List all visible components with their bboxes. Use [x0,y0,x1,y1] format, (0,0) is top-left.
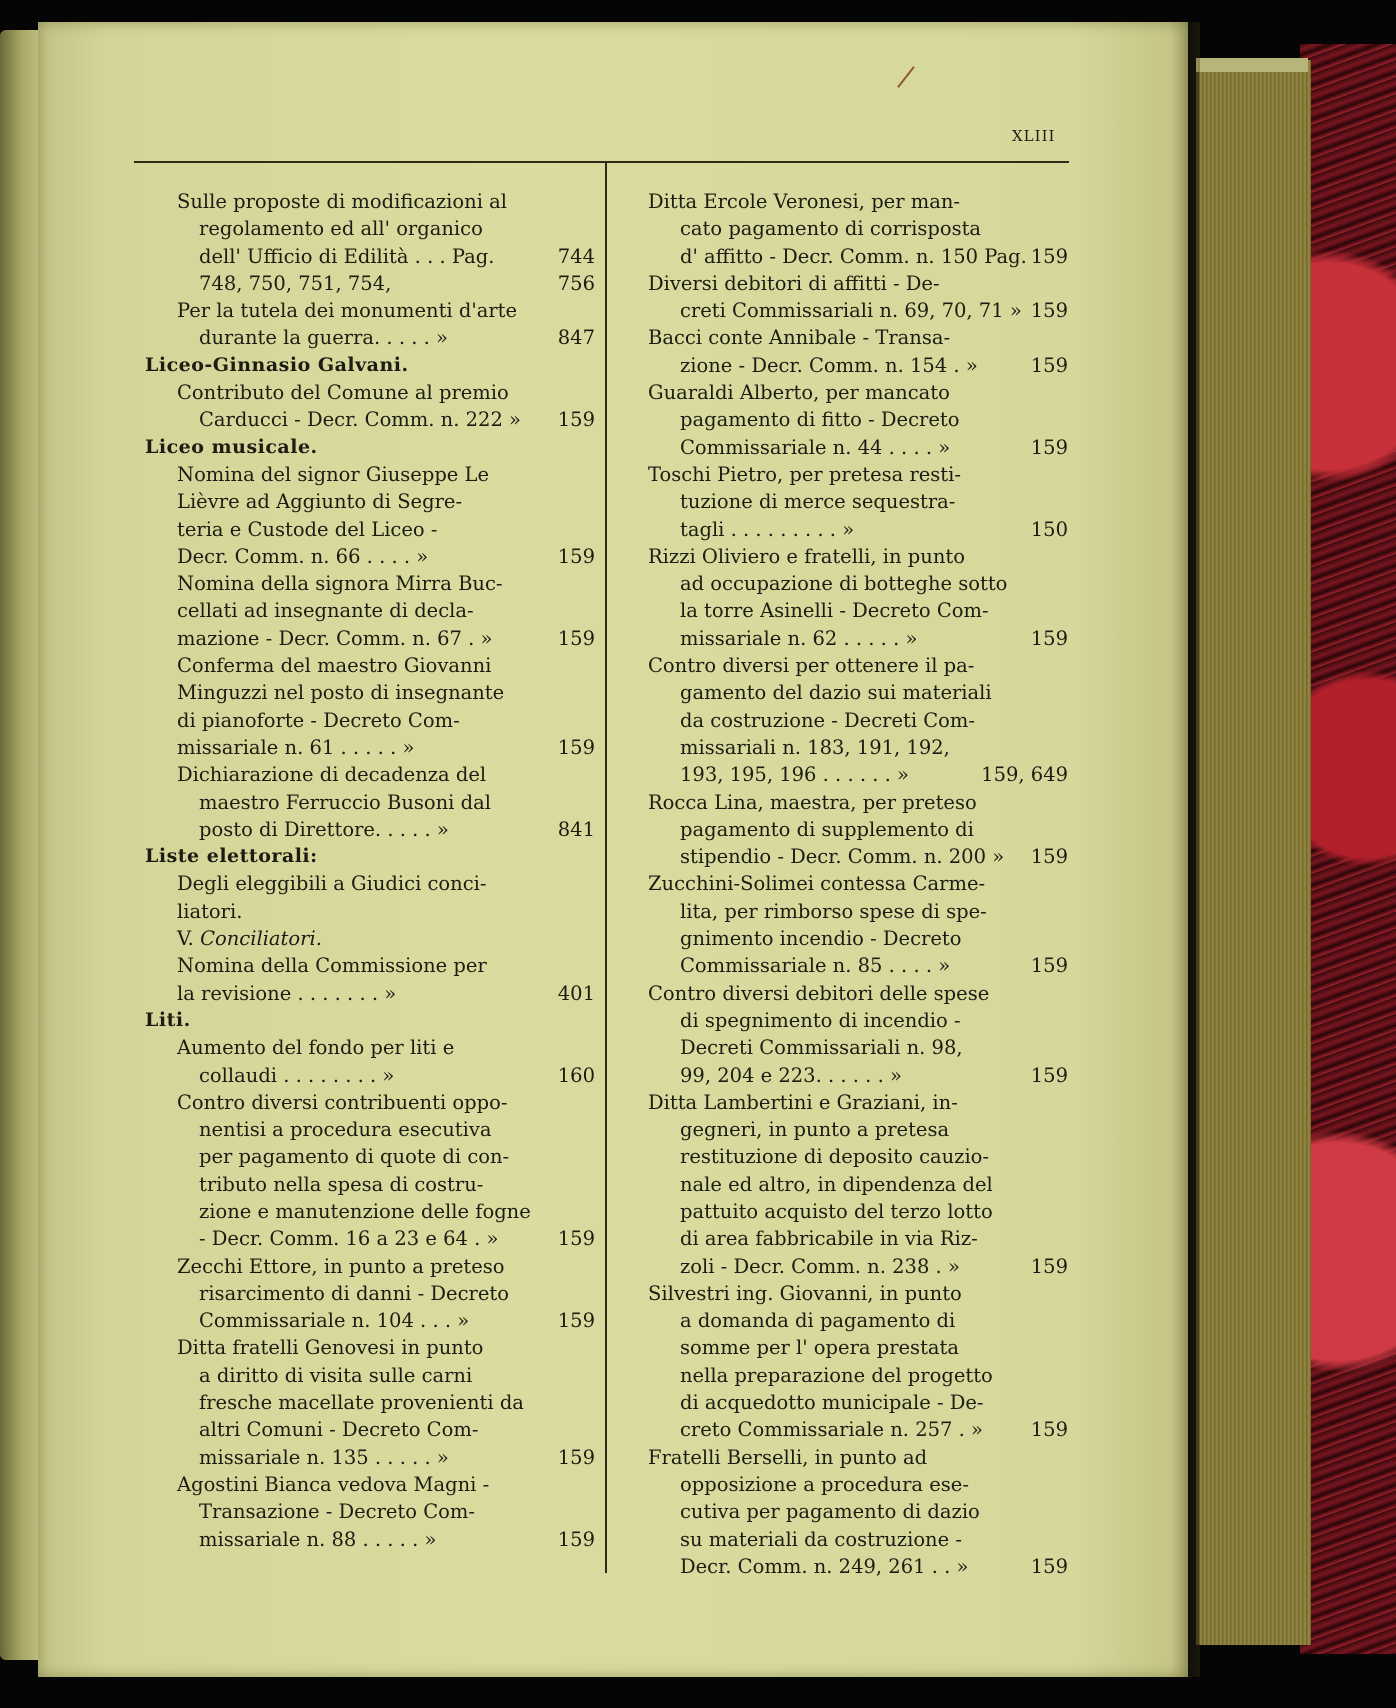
entry-text: risarcimento di danni - Decreto [199,1281,509,1305]
entry-text: opposizione a procedura ese- [680,1472,969,1496]
index-entry-line [145,1498,595,1525]
index-entry-line [648,898,1068,925]
index-entry-line [648,597,1068,624]
entry-text: a diritto di visita sulle carni [199,1363,473,1387]
page-reference: 160 [557,1063,595,1087]
entry-text: somme per l' opera prestata [680,1336,959,1360]
index-entry-line [145,243,595,270]
index-entry-line [648,1307,1068,1334]
index-entry-line [145,188,595,215]
index-entry-line [648,434,1068,461]
entry-text: liatori. [177,899,243,923]
page-reference: 847 [557,326,595,350]
entry-text: Nomina del signor Giuseppe Le [177,462,490,486]
page-reference: 159 [1030,244,1068,268]
index-heading [145,843,595,870]
entry-text: zione - Decr. Comm. n. 154 . » [680,353,978,377]
entry-text: fresche macellate provenienti da [199,1391,524,1415]
entry-text: di pianoforte - Decreto Com- [177,708,460,732]
index-entry-line [145,1116,595,1143]
entry-text: cellati ad insegnante di decla- [177,599,474,623]
index-entry-line [648,1225,1068,1252]
entry-text: missariali n. 183, 191, 192, [680,735,950,759]
index-entry-line [145,270,595,297]
page-reference: 159 [1030,1554,1068,1578]
entry-text: di area fabbricabile in via Riz- [680,1227,978,1251]
index-entry-line [145,379,595,406]
entry-text: su materiali da costruzione - [680,1527,962,1551]
entry-text: tributo nella spesa di costru- [199,1172,484,1196]
entry-text: di acquedotto municipale - De- [680,1391,984,1415]
page-reference: 159 [1030,435,1068,459]
entry-text: Decr. Comm. n. 249, 261 . . » [680,1554,969,1578]
index-entry-line [145,1089,595,1116]
index-entry-line [648,980,1068,1007]
index-entry-line [648,352,1068,379]
entry-text: Rizzi Oliviero e fratelli, in punto [648,544,965,568]
page-reference: 841 [557,817,595,841]
page-reference: 150 [1030,517,1068,541]
page-reference: 744 [557,244,595,268]
entry-text: nale ed altro, in dipendenza del [680,1172,993,1196]
index-entry-line [648,789,1068,816]
index-entry-line [145,816,595,843]
entry-text: 99, 204 e 223. . . . . . » [680,1063,902,1087]
entry-text: gnimento incendio - Decreto [680,927,962,951]
index-entry-line [145,1334,595,1361]
index-entry-line [648,1007,1068,1034]
entry-text: Commissariale n. 44 . . . . » [680,435,951,459]
entry-text: - Decr. Comm. 16 a 23 e 64 . » [199,1227,499,1251]
index-entry-line [145,215,595,242]
entry-text: Liceo-Ginnasio Galvani. [145,353,409,376]
entry-text: gegneri, in punto a pretesa [680,1118,950,1142]
index-entry-line [648,652,1068,679]
index-entry-line [145,1034,595,1061]
entry-text: Agostini Bianca vedova Magni - [177,1472,490,1496]
page-reference: 401 [557,981,595,1005]
book-cover [1300,44,1396,1654]
index-entry-line [648,1062,1068,1089]
entry-text: 193, 195, 196 . . . . . . » [680,763,909,787]
entry-text: Nomina della signora Mirra Buc- [177,572,503,596]
entry-text: mazione - Decr. Comm. n. 67 . » [177,626,493,650]
index-entry-line [648,679,1068,706]
entry-text: Liceo musicale. [145,435,318,458]
index-entry-line [648,461,1068,488]
entry-text: Aumento del fondo per liti e [177,1036,455,1060]
index-entry-line [648,1143,1068,1170]
index-entry-line [648,1116,1068,1143]
index-entry-line [648,1444,1068,1471]
page-reference: 159 [1030,626,1068,650]
index-entry-line [145,734,595,761]
entry-text: missariale n. 61 . . . . . » [177,735,415,759]
index-entry-line [648,1416,1068,1443]
index-heading [145,434,595,461]
index-heading [145,352,595,379]
page-edges [1196,60,1311,1645]
index-entry-line [648,1498,1068,1525]
index-entry-line [145,488,595,515]
index-entry-line [145,898,595,925]
entry-text: tuzione di merce sequestra- [680,490,956,514]
entry-text: Liste elettorali: [145,845,318,868]
index-entry-line [648,1171,1068,1198]
entry-text: Decr. Comm. n. 66 . . . . » [177,544,429,568]
index-entry-line [145,1171,595,1198]
entry-text: regolamento ed all' organico [199,217,483,241]
page-reference: 159 [1030,299,1068,323]
index-entry-line [648,1389,1068,1416]
entry-text: nentisi a procedura esecutiva [199,1118,492,1142]
index-entry-line [648,843,1068,870]
index-entry-line [648,952,1068,979]
page-reference: 159 [1030,1418,1068,1442]
entry-text: Contro diversi debitori delle spese [648,981,990,1005]
index-entry-line [648,1471,1068,1498]
index-entry-line [648,324,1068,351]
page-reference: 159 [1030,954,1068,978]
entry-text: Zucchini-Solimei contessa Carme- [648,872,986,896]
entry-text: zione e manutenzione delle fogne [199,1199,531,1223]
entry-text: zoli - Decr. Comm. n. 238 . » [680,1254,960,1278]
page-reference: 159 [1030,1063,1068,1087]
entry-text: Fratelli Berselli, in punto ad [648,1445,928,1469]
entry-text: Sulle proposte di modificazioni al [177,190,508,213]
index-entry-line [145,1526,595,1553]
index-entry-line [145,679,595,706]
index-entry-line [648,1553,1068,1580]
index-entry-line [145,980,595,1007]
index-entry-line [648,816,1068,843]
column-divider [605,163,607,1573]
index-entry-line [145,707,595,734]
entry-text: Ditta fratelli Genovesi in punto [177,1336,484,1360]
index-entry-line [145,952,595,979]
entry-text: cutiva per pagamento di dazio [680,1500,980,1524]
entry-text: la revisione . . . . . . . » [177,981,397,1005]
page-reference: 159 [557,1527,595,1551]
index-entry-line [648,1253,1068,1280]
entry-text: altri Comuni - Decreto Com- [199,1418,479,1442]
index-entry-line [648,215,1068,242]
entry-text: teria e Custode del Liceo - [177,517,438,541]
index-entry-line [648,270,1068,297]
entry-text: nella preparazione del progetto [680,1363,993,1387]
index-entry-line [145,761,595,788]
index-entry-line [145,543,595,570]
entry-text: Carducci - Decr. Comm. n. 222 » [199,408,521,432]
entry-text: Dichiarazione di decadenza del [177,763,487,787]
index-entry-line [145,789,595,816]
index-entry-line [648,379,1068,406]
entry-text: tagli . . . . . . . . . » [680,517,855,541]
index-entry-line [648,1280,1068,1307]
index-entry-line [648,488,1068,515]
index-entry-line [648,297,1068,324]
page-reference: 159 [1030,1254,1068,1278]
index-entry-line [145,652,595,679]
entry-text: maestro Ferruccio Busoni dal [199,790,491,814]
entry-text: Silvestri ing. Giovanni, in punto [648,1281,962,1305]
entry-text: restituzione di deposito cauzio- [680,1145,990,1169]
entry-text: Lièvre ad Aggiunto di Segre- [177,490,463,514]
entry-text: Liti. [145,1008,191,1031]
index-entry-line [648,188,1068,215]
index-entry-line [648,734,1068,761]
entry-text: V. Conciliatori. [177,927,322,951]
entry-text: missariale n. 88 . . . . . » [199,1527,437,1551]
index-entry-line [145,297,595,324]
header-rule [134,161,1069,163]
left-column [145,188,595,1553]
page-number: XLIII [1012,127,1056,145]
index-entry-line [648,1334,1068,1361]
entry-text: Commissariale n. 85 . . . . » [680,954,951,978]
entry-text: 748, 750, 751, 754, [199,271,392,295]
index-entry-line [145,324,595,351]
page-reference: 159, 649 [981,763,1068,787]
index-entry-line [648,406,1068,433]
entry-text: Conferma del maestro Giovanni [177,654,492,678]
entry-text: gamento del dazio sui materiali [680,681,992,705]
index-entry-line [145,870,595,897]
entry-text: ad occupazione di botteghe sotto [680,572,1008,596]
index-entry-line [145,625,595,652]
index-entry-line [145,1307,595,1334]
entry-text: pagamento di fitto - Decreto [680,408,960,432]
page-reference: 159 [557,1227,595,1251]
page-reference: 159 [1030,353,1068,377]
index-entry-line [145,570,595,597]
index-entry-line [648,543,1068,570]
index-entry-line [145,516,595,543]
entry-text: Degli eleggibili a Giudici conci- [177,872,487,896]
page-reference: 159 [557,735,595,759]
page-reference: 159 [557,544,595,568]
entry-text: cato pagamento di corrisposta [680,217,982,241]
index-entry-line [145,1389,595,1416]
entry-text: posto di Direttore. . . . . » [199,817,449,841]
entry-text: Bacci conte Annibale - Transa- [648,326,951,350]
entry-text: creto Commissariale n. 257 . » [680,1418,983,1442]
index-entry-line [648,761,1068,788]
index-entry-line [648,243,1068,270]
entry-text: missariale n. 135 . . . . . » [199,1445,449,1469]
page-reference: 159 [557,1445,595,1469]
index-entry-line [648,570,1068,597]
page-reference: 159 [557,408,595,432]
entry-text: di spegnimento di incendio - [680,1008,961,1032]
entry-text: Toschi Pietro, per pretesa resti- [648,462,961,486]
page-edges-top [1196,58,1308,72]
index-entry-line [145,597,595,624]
entry-text: Per la tutela dei monumenti d'arte [177,299,518,323]
index-entry-line [145,925,595,952]
index-entry-line [145,406,595,433]
entry-text: creti Commissariali n. 69, 70, 71 » [680,299,1022,323]
index-entry-line [648,516,1068,543]
index-entry-line [648,1198,1068,1225]
index-heading [145,1007,595,1034]
index-entry-line [648,625,1068,652]
index-entry-line [648,1526,1068,1553]
index-entry-line [648,870,1068,897]
index-entry-line [648,707,1068,734]
page-reference: 159 [1030,845,1068,869]
index-entry-line [145,1062,595,1089]
right-column [648,188,1068,1580]
entry-text: Zecchi Ettore, in punto a preteso [177,1254,505,1278]
index-entry-line [145,1471,595,1498]
page-reference: 159 [557,1309,595,1333]
entry-text: pagamento di supplemento di [680,817,974,841]
entry-text: collaudi . . . . . . . . » [199,1063,395,1087]
entry-text: Contro diversi per ottenere il pa- [648,654,975,678]
page-reference: 756 [557,271,595,295]
entry-text: d' affitto - Decr. Comm. n. 150 Pag. [680,244,1027,268]
index-entry-line [145,461,595,488]
entry-text: Transazione - Decreto Com- [199,1500,475,1524]
index-entry-line [145,1225,595,1252]
entry-text: missariale n. 62 . . . . . » [680,626,918,650]
entry-text: Guaraldi Alberto, per mancato [648,381,950,405]
entry-text: a domanda di pagamento di [680,1309,956,1333]
entry-text: Rocca Lina, maestra, per preteso [648,790,977,814]
entry-text: la torre Asinelli - Decreto Com- [680,599,989,623]
entry-text: Nomina della Commissione per [177,954,487,978]
index-entry-line [145,1280,595,1307]
index-entry-line [145,1444,595,1471]
entry-text: Minguzzi nel posto di insegnante [177,681,505,705]
entry-text: da costruzione - Decreti Com- [680,708,975,732]
index-entry-line [145,1253,595,1280]
entry-text: per pagamento di quote di con- [199,1145,510,1169]
entry-text: Ditta Ercole Veronesi, per man- [648,190,960,213]
entry-text: pattuito acquisto del terzo lotto [680,1199,993,1223]
entry-text: Diversi debitori di affitti - De- [648,271,940,295]
entry-text: Contro diversi contribuenti oppo- [177,1090,508,1114]
entry-text: Commissariale n. 104 . . . » [199,1309,470,1333]
index-entry-line [648,1362,1068,1389]
index-entry-line [648,925,1068,952]
entry-text: durante la guerra. . . . . » [199,326,448,350]
entry-text: dell' Ufficio di Edilità . . . Pag. [199,244,495,268]
entry-text: stipendio - Decr. Comm. n. 200 » [680,845,1005,869]
index-entry-line [145,1416,595,1443]
entry-text: Decreti Commissariali n. 98, [680,1036,963,1060]
index-entry-line [145,1143,595,1170]
entry-text: Contributo del Comune al premio [177,381,509,405]
entry-text: lita, per rimborso spese di spe- [680,899,987,923]
index-entry-line [648,1089,1068,1116]
spine-shadow [1170,22,1200,1677]
entry-text: Ditta Lambertini e Graziani, in- [648,1090,958,1114]
index-entry-line [145,1362,595,1389]
page-reference: 159 [557,626,595,650]
index-entry-line [145,1198,595,1225]
index-entry-line [648,1034,1068,1061]
